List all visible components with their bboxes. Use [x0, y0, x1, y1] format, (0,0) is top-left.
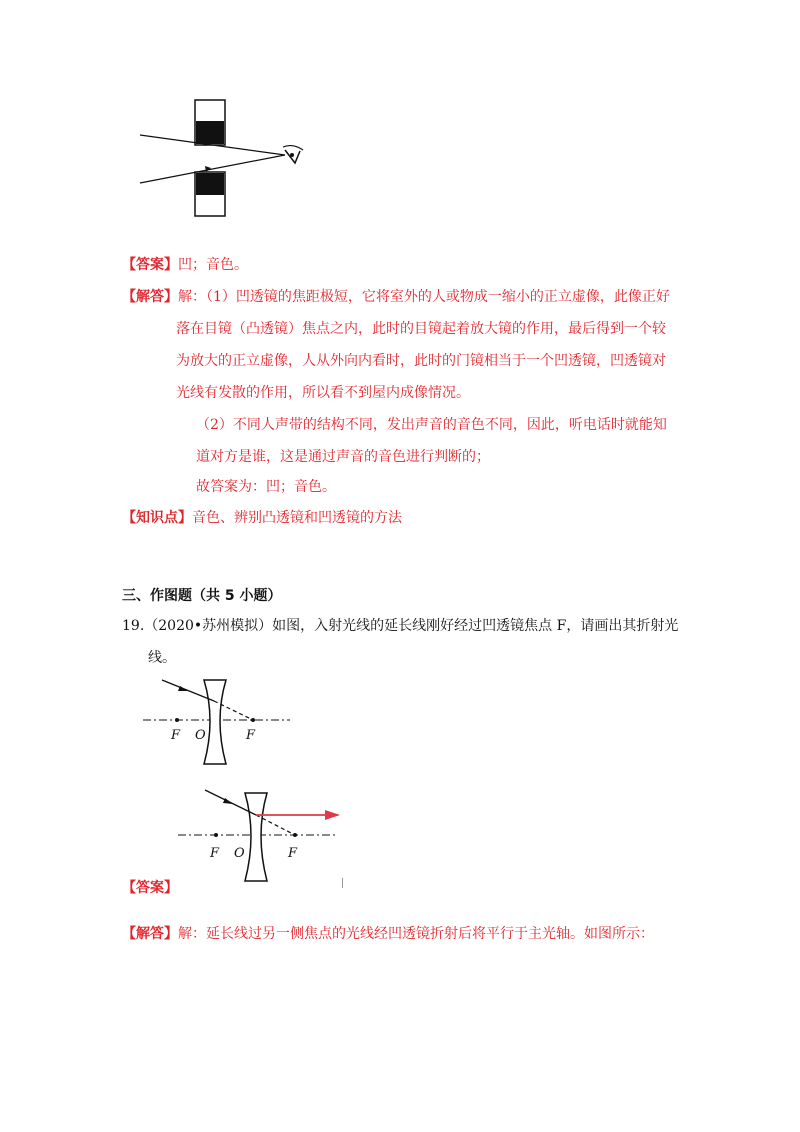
focus-left-label: F: [171, 728, 181, 743]
explain-prev-line-5: （2）不同人声带的结构不同，发出声音的音色不同，因此，听电话时就能知: [196, 417, 667, 433]
explain-prev-line-2: 落在目镜（凸透镜）焦点之内，此时的目镜起着放大镜的作用，最后得到一个较: [176, 321, 666, 337]
explain-prev-line-3: 为放大的正立虚像，人从外向内看时，此时的门镜相当于一个凹透镜，凹透镜对: [176, 353, 666, 369]
explain-label: 【解答】: [122, 289, 178, 305]
section-title: 三、作图题（共 5 小题）: [122, 588, 282, 604]
concave-lens-answer-diagram: [175, 785, 355, 885]
center-label: O: [195, 728, 206, 743]
door-viewer-diagram: [135, 95, 315, 220]
answer-focus-right-label: F: [288, 846, 298, 861]
explain-19: [122, 924, 654, 944]
knowledge-label: 【知识点】: [122, 510, 192, 526]
answer-label: 【答案】: [122, 257, 178, 273]
focus-right-label: F: [246, 728, 256, 743]
answer-19-label: 【答案】: [122, 880, 178, 896]
explain-19-text: 解：延长线过另一侧焦点的光线经凹透镜折射后将平行于主光轴。如图所示：: [178, 926, 654, 942]
answer-focus-left-label: F: [210, 846, 220, 861]
answer-center-label: O: [234, 846, 245, 861]
answer-text: 凹；音色。: [178, 257, 248, 273]
explain-prev-line-1: 【解答】解：（1）凹透镜的焦距极短，它将室外的人或物成一缩小的正立虚像，此像正好: [122, 289, 670, 305]
knowledge-point: [122, 508, 402, 528]
concave-lens-question-diagram: [140, 672, 300, 772]
explain-prev-line-6: 道对方是谁，这是通过声音的音色进行判断的；: [196, 449, 490, 465]
explain-prev-line-4: 光线有发散的作用，所以看不到屋内成像情况。: [176, 385, 470, 401]
small-mark: [342, 878, 343, 888]
answer-prev: [122, 255, 248, 275]
knowledge-text: 音色、辨别凸透镜和凹透镜的方法: [192, 510, 402, 526]
explain-prev-line-7: 故答案为：凹；音色。: [196, 479, 336, 495]
explain-19-label: 【解答】: [122, 926, 178, 942]
question-19-line-1: 19.（2020•苏州模拟）如图，入射光线的延长线刚好经过凹透镜焦点 F，请画出其折射光: [122, 618, 679, 634]
question-19-line-2: 线。: [148, 650, 176, 666]
